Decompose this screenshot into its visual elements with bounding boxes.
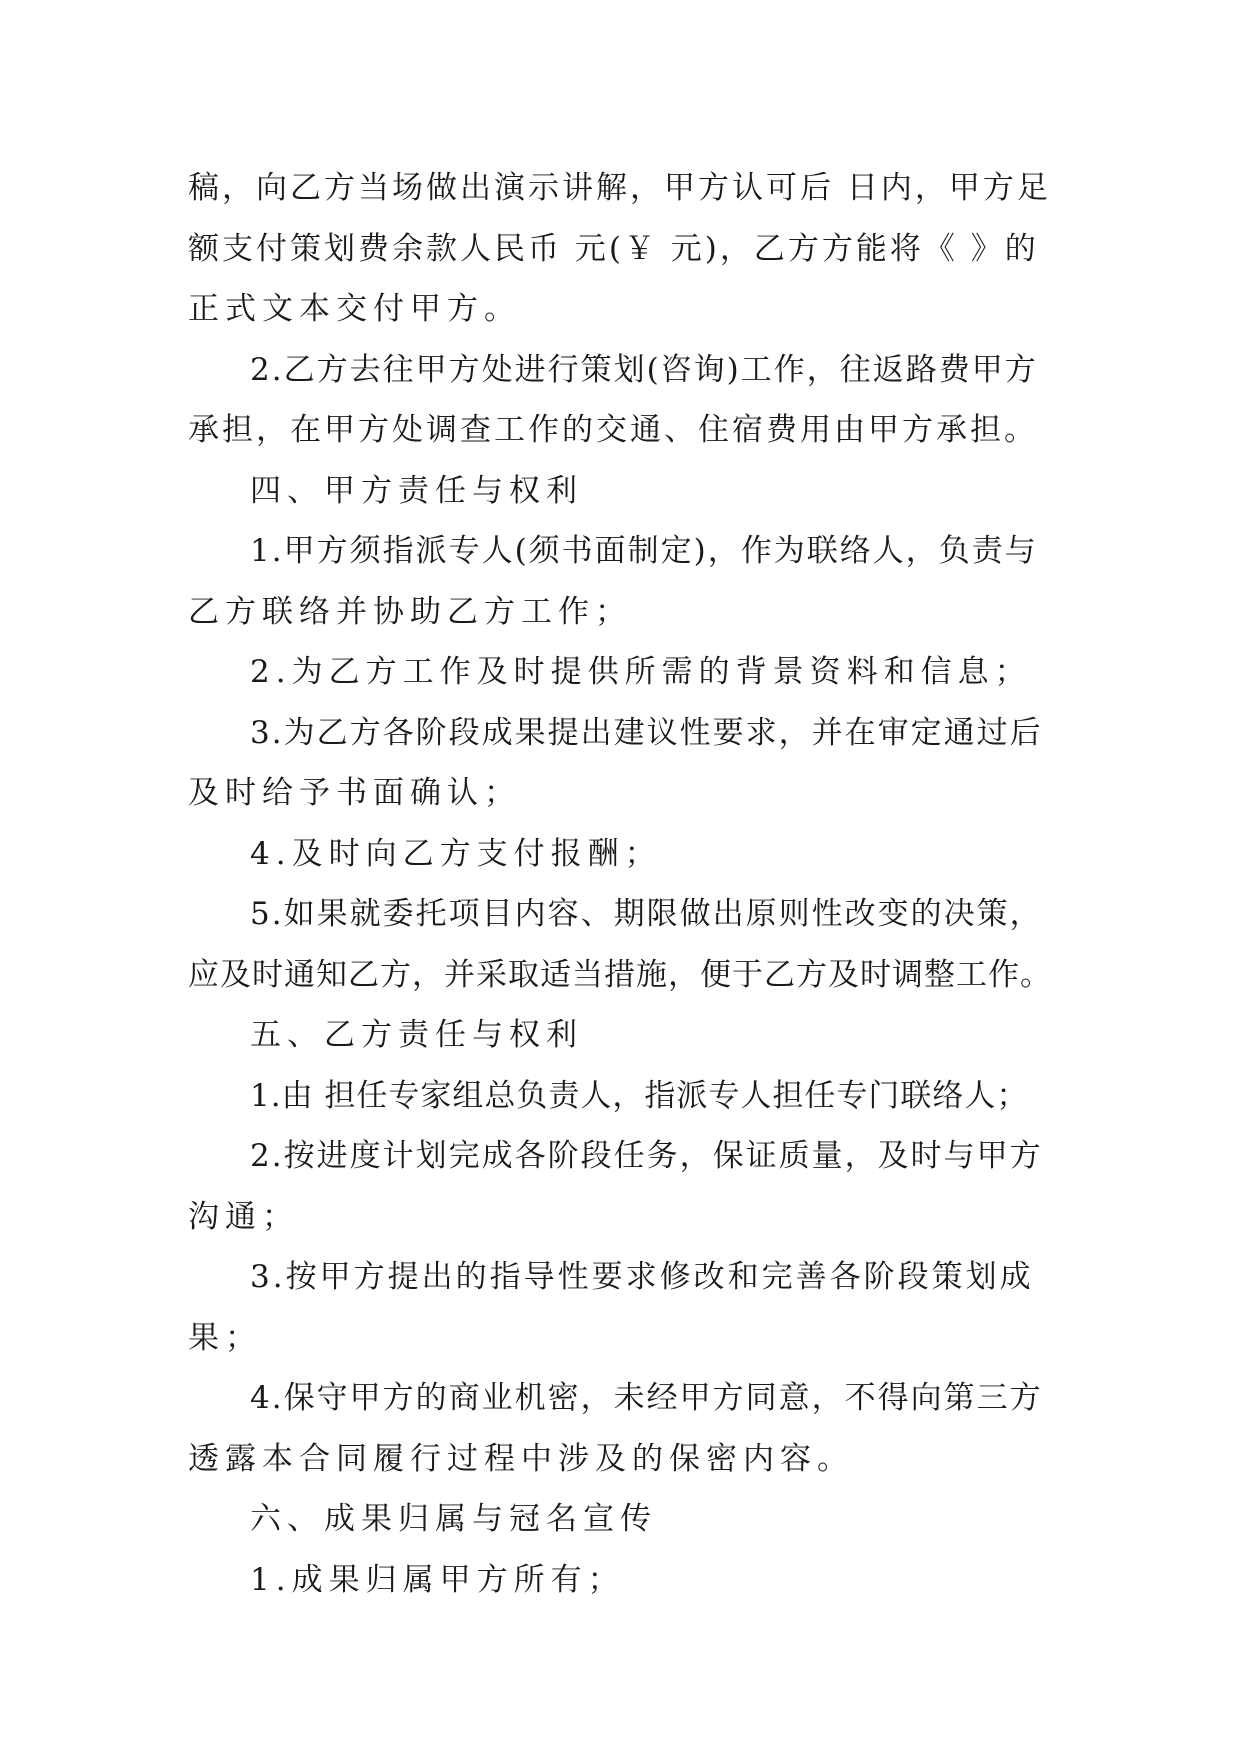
section-heading: 六、成果归属与冠名宣传	[250, 1501, 657, 1537]
paragraph-line: 1.成果归属甲方所有；	[250, 1561, 625, 1598]
paragraph-line: 4.保守甲方的商业机密，未经甲方同意，不得向第三方	[250, 1380, 1043, 1416]
paragraph-line: 5.如果就委托项目内容、期限做出原则性改变的决策，	[250, 896, 1043, 932]
paragraph-line: 透露本合同履行过程中涉及的保密内容。	[188, 1440, 854, 1477]
paragraph-line: 1.由 担任专家组总负责人，指派专人担任专门联络人；	[250, 1077, 1029, 1114]
section-heading: 四、甲方责任与权利	[250, 472, 583, 509]
paragraph-line: 1.甲方须指派专人(须书面制定)，作为联络人，负责与	[250, 533, 1038, 569]
paragraph-line: 2.乙方去往甲方处进行策划(咨询)工作，往返路费甲方	[250, 351, 1038, 388]
paragraph-line: 2.按进度计划完成各阶段任务，保证质量，及时与甲方	[250, 1138, 1043, 1174]
paragraph-line: 2.为乙方工作及时提供所需的背景资料和信息；	[250, 654, 1032, 690]
paragraph-line: 及时给予书面确认；	[188, 775, 521, 811]
paragraph-line: 正式文本交付甲方。	[188, 291, 521, 327]
section-heading: 五、乙方责任与权利	[250, 1017, 583, 1053]
paragraph-line: 应及时通知乙方，并采取适当措施，便于乙方及时调整工作。	[188, 956, 1052, 993]
paragraph-line: 3.为乙方各阶段成果提出建议性要求，并在审定通过后	[250, 714, 1043, 751]
paragraph-line: 承担，在甲方处调查工作的交通、住宿费用由甲方承担。	[188, 412, 1038, 448]
paragraph-line: 果；	[188, 1319, 262, 1356]
paragraph-line: 沟通；	[188, 1198, 299, 1235]
paragraph-line: 乙方联络并协助乙方工作；	[188, 593, 632, 630]
paragraph-line: 4.及时向乙方支付报酬；	[250, 835, 662, 872]
paragraph-line: 额支付策划费余款人民币 元(￥ 元)，乙方方能将《 》的	[188, 230, 1039, 267]
paragraph-line: 3.按甲方提出的指导性要求修改和完善各阶段策划成	[250, 1259, 1034, 1295]
document-body	[188, 158, 1053, 1610]
paragraph-line: 稿，向乙方当场做出演示讲解，甲方认可后 日内，甲方足	[188, 170, 1051, 206]
